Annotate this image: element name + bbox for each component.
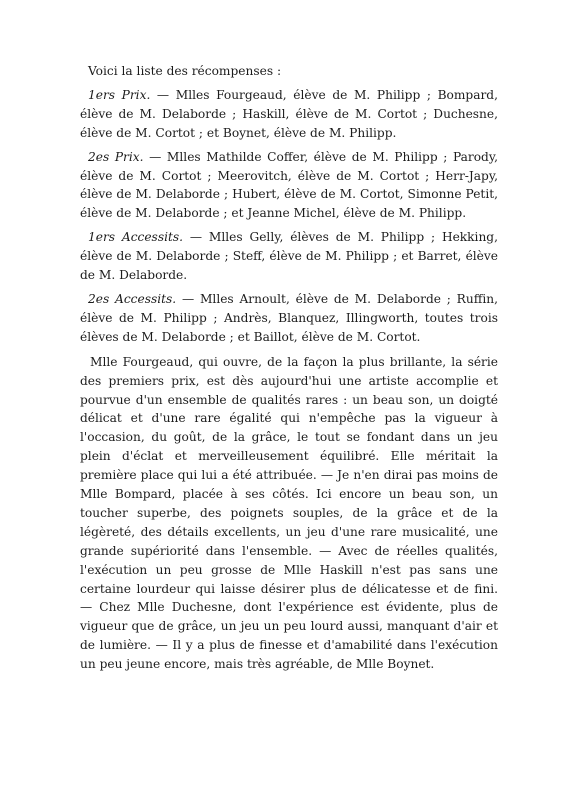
award-text: — Mlles Arnoult, élève de M. Delaborde ; Ruffin, élève de M. Philipp ; Andrès, Blanquez, Illingworth, toutes trois élèves de M. Delaborde ; et Baillot, élève de M. Cortot.	[80, 291, 498, 344]
award-label: 1ers Prix.	[88, 87, 151, 102]
award-label: 2es Accessits.	[88, 291, 177, 306]
award-entry-first-prizes	[80, 86, 498, 143]
award-text: — Mlles Fourgeaud, élève de M. Philipp ; Bompard, élève de M. Delaborde ; Haskill, élève de M. Cortot ; Duchesne, élève de M. Cortot ; et Boynet, élève de M. Philipp.	[80, 87, 498, 140]
award-label: 2es Prix.	[88, 149, 144, 164]
body-text	[80, 62, 498, 674]
award-entry-second-prizes	[80, 148, 498, 224]
award-label: 1ers Accessits.	[88, 230, 183, 245]
award-text: — Mlles Mathilde Coffer, élève de M. Philipp ; Parody, élève de M. Cortot ; Meerovitch, élève de M. Cortot ; Herr-Japy, élève de M. Delaborde ; Hubert, élève de M. Cortot, Simonne Petit, élève de M. Delaborde ; et Jeanne Michel, élève de M. Philipp.	[80, 149, 498, 221]
critique-paragraph: Mlle Fourgeaud, qui ouvre, de la façon la plus brillante, la série des premiers prix, est dès aujourd'hui une artiste accomplie et pourvue d'un ensemble de qualités rares : un beau son, un doigté délicat et d'une rare égalité qui n'empêche pas la vigueur à l'occasion, du goût, de la grâce, le tout se fondant dans un jeu plein d'éclat et merveilleusement équilibré. Elle méritait la première place qui lui a été attribuée. — Je n'en dirai pas moins de Mlle Bompard, placée à ses côtés. Ici encore un beau son, un toucher superbe, des poignets souples, de la grâce et de la légèreté, des détails excellents, un jeu d'une rare musicalité, une grande supériorité dans l'ensemble. — Avec de réelles qualités, l'exécution un peu grosse de Mlle Haskill n'est pas sans une certaine lourdeur qui laisse désirer plus de délicatesse et de fini. — Chez Mlle Duchesne, dont l'expérience est évidente, plus de vigueur que de grâce, un jeu un peu lourd aussi, manquant d'air et de lumière. — Il y a plus de finesse et d'amabilité dans l'exécution un peu jeune encore, mais très agréable, de Mlle Boynet.	[80, 354, 498, 672]
award-entry-second-accessits	[80, 290, 498, 347]
intro-line: Voici la liste des récompenses :	[88, 64, 282, 78]
award-text: — Mlles Gelly, élèves de M. Philipp ; Hekking, élève de M. Delaborde ; Steff, élève de M. Philipp ; et Barret, élève de M. Delaborde.	[80, 230, 498, 283]
award-entry-first-accessits	[80, 228, 498, 285]
